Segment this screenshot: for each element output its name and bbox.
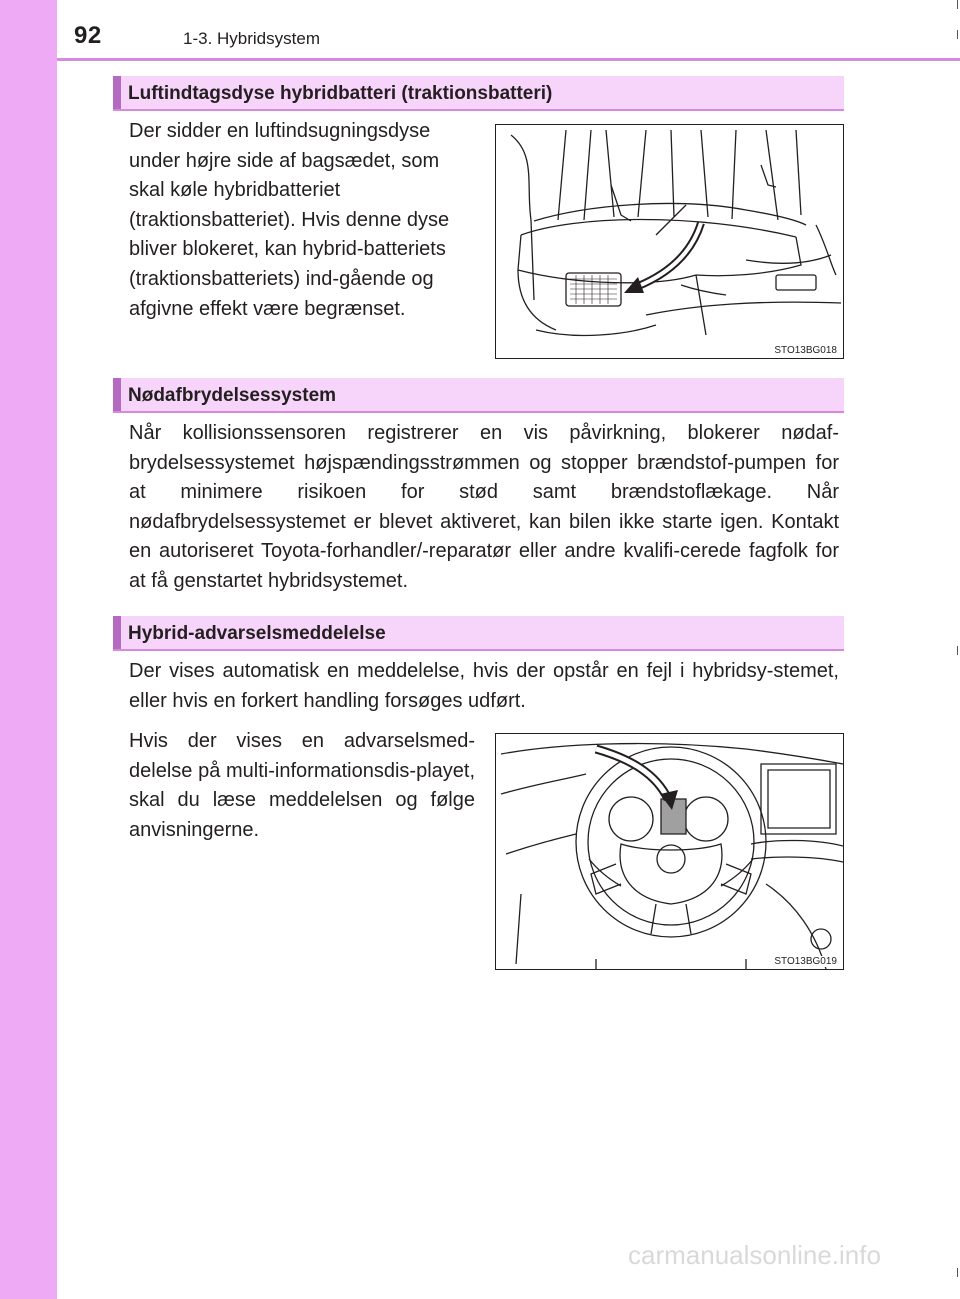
figure-code: STO13BG018 xyxy=(774,345,837,356)
crop-mark xyxy=(957,0,958,9)
figure-steering-wheel-display xyxy=(495,733,844,970)
rear-seat-illustration xyxy=(496,125,843,358)
section-heading-hybrid-warning xyxy=(113,616,844,651)
heading-marker xyxy=(113,76,121,109)
figure-code: STO13BG019 xyxy=(774,956,837,967)
crop-mark xyxy=(957,30,958,39)
heading-title: Luftindtagsdyse hybridbatteri (traktionsbatteri) xyxy=(128,83,553,104)
paragraph-hybrid-warning: Der vises automatisk en meddelelse, hvis der opstår en fejl i hybridsy-stemet, eller hvis en forkert handling forsøges udført. xyxy=(129,660,839,712)
crop-mark xyxy=(957,1268,958,1277)
heading-title: Nødafbrydelsessystem xyxy=(128,385,337,406)
paragraph-air-intake: Der sidder en luftindsugningsdyse under højre side af bagsædet, som skal køle hybridbatteriet (traktionsbatteriet). Hvis denne dyse bliver blokeret, kan hybrid-batteriets (traktionsbatteriets) ind-gående og afgivne effekt være begrænset. xyxy=(129,120,450,320)
watermark: carmanualsonline.info xyxy=(628,1240,881,1270)
section-heading-air-intake xyxy=(113,76,844,111)
heading-title: Hybrid-advarselsmeddelelse xyxy=(128,623,386,644)
dashboard-illustration xyxy=(496,734,843,969)
heading-marker xyxy=(113,378,121,411)
page-side-tab xyxy=(0,0,57,1299)
header-rule xyxy=(57,58,960,61)
paragraph-read-message: Hvis der vises en advarselsmed-delelse på multi-informationsdis-playet, skal du læse meddelelsen og følge anvisningerne. xyxy=(129,730,475,841)
running-head: 1-3. Hybridsystem xyxy=(183,29,320,48)
section-heading-emergency-shutoff xyxy=(113,378,844,413)
paragraph-emergency-shutoff: Når kollisionssensoren registrerer en vis påvirkning, blokerer nødaf-brydelsessystemet højspændingsstrømmen og stopper brændstof-pumpen for at minimere risikoen for stød samt brændstoflækage. Når nødafbrydelsessystemet er blevet aktiveret, kan bilen ikke starte igen. Kontakt en autoriseret Toyota-forhandler/-reparatør eller andre kvalifi-cerede fagfolk for at få genstartet hybridsystemet. xyxy=(129,422,839,592)
heading-marker xyxy=(113,616,121,649)
page-number: 92 xyxy=(74,22,102,49)
figure-rear-seat-intake xyxy=(495,124,844,359)
crop-mark xyxy=(957,646,958,655)
